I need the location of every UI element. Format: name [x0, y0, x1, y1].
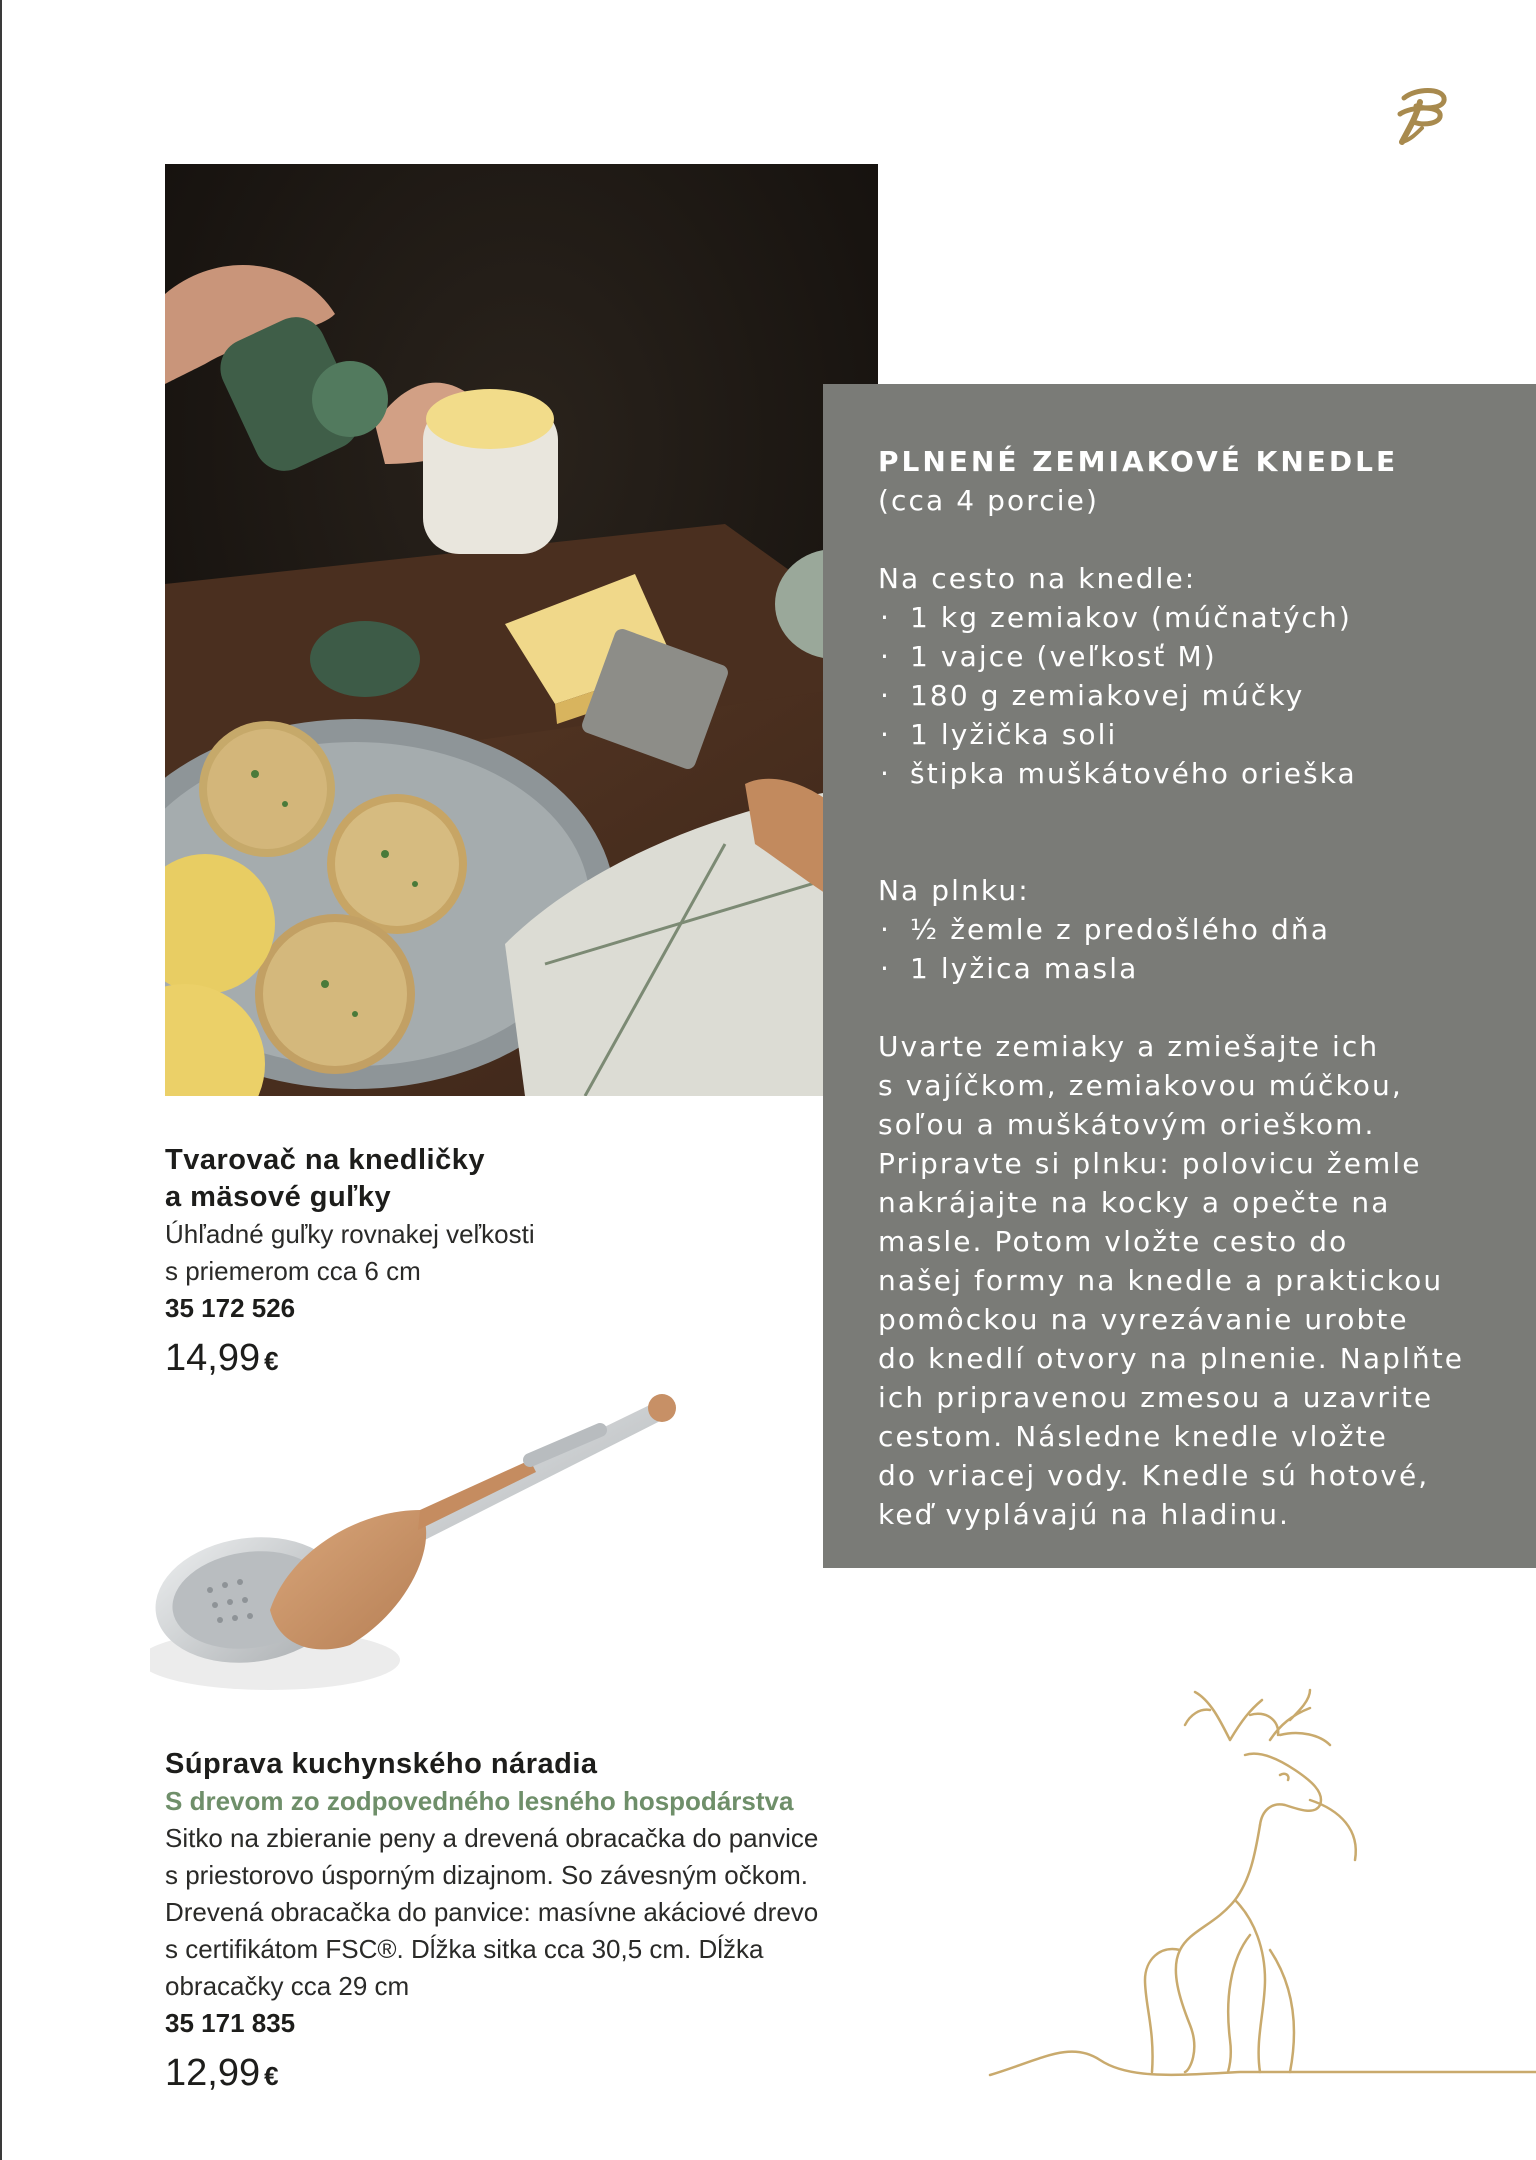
product-description-line: s certifikátom FSC®. Dĺžka sitka cca 30,5 cm. Dĺžka — [165, 1934, 764, 1964]
product-price — [165, 2048, 885, 2101]
product-description-line: Sitko na zbieranie peny a drevená obracačka do panvice — [165, 1823, 819, 1853]
ingredient-item: · 180 g zemiakovej múčky — [878, 676, 1518, 715]
product-highlight: S drevom zo zodpovedného lesného hospodárstva — [165, 1786, 794, 1816]
price-value: 14,99 — [165, 1337, 261, 1379]
product-name: Tvarovač na knedličky — [165, 1144, 485, 1176]
recipe-portions: (cca 4 porcie) — [878, 484, 1100, 517]
product-description-line: obracačky cca 29 cm — [165, 1971, 410, 2001]
tchibo-logo-icon — [1386, 80, 1456, 150]
currency-symbol: € — [264, 1346, 279, 1376]
kitchen-utensil-set-photo — [150, 1360, 690, 1720]
dumpling-maker-photo — [165, 164, 878, 1096]
recipe-content — [878, 442, 1518, 1534]
ingredient-item: · 1 vajce (veľkosť M) — [878, 637, 1518, 676]
page-edge-line — [0, 0, 2, 2160]
ingredient-item: · štipka muškátového orieška — [878, 754, 1518, 793]
dough-heading: Na cesto na knedle: — [878, 562, 1197, 595]
filling-heading: Na plnku: — [878, 874, 1030, 907]
product-code: 35 171 835 — [165, 2008, 296, 2038]
price-value: 12,99 — [165, 2052, 261, 2094]
recipe-title: PLNENÉ ZEMIAKOVÉ KNEDLE — [878, 445, 1399, 478]
ingredient-item: · 1 lyžica masla — [878, 949, 1518, 988]
product-description: Úhľadné guľky rovnakej veľkosti — [165, 1219, 535, 1249]
recipe-panel — [823, 384, 1536, 1568]
product-description-line: s priestorovo úsporným dizajnom. So závesným očkom. — [165, 1860, 809, 1890]
product-description-line2: s priemerom cca 6 cm — [165, 1256, 421, 1286]
product-name: Súprava kuchynského náradia — [165, 1748, 598, 1780]
product-description-line: Drevená obracačka do panvice: masívne akáciové drevo — [165, 1897, 819, 1927]
recipe-method: Uvarte zemiaky a zmiešajte ich s vajíčkom, zemiakovou múčkou, soľou a muškátovým orieškom. Pripravte si plnku: polovicu žemle nakrájajte na kocky a opečte na masle. Potom vložte cesto do našej formy na knedle a praktickou pomôckou na vyrezávanie urobte do knedlí otvory na plnenie. Naplňte ich pripravenou zmesou a uzavrite cestom. Následne knedle vložte do vriacej vody. Knedle sú hotové, keď vyplávajú na hladinu. — [878, 1030, 1465, 1531]
product-name-line2: a mäsové guľky — [165, 1181, 392, 1213]
product-kitchen-utensil-set — [165, 1746, 885, 2101]
ingredient-item: · ½ žemle z predošlého dňa — [878, 910, 1518, 949]
product-dumpling-maker — [165, 1142, 725, 1386]
currency-symbol: € — [264, 2061, 279, 2091]
filling-ingredient-list — [878, 910, 1518, 988]
ingredient-item: · 1 lyžička soli — [878, 715, 1518, 754]
product-code: 35 172 526 — [165, 1293, 296, 1323]
ingredient-item: · 1 kg zemiakov (múčnatých) — [878, 598, 1518, 637]
reindeer-line-art-icon — [980, 1680, 1536, 2120]
dough-ingredient-list — [878, 598, 1518, 793]
